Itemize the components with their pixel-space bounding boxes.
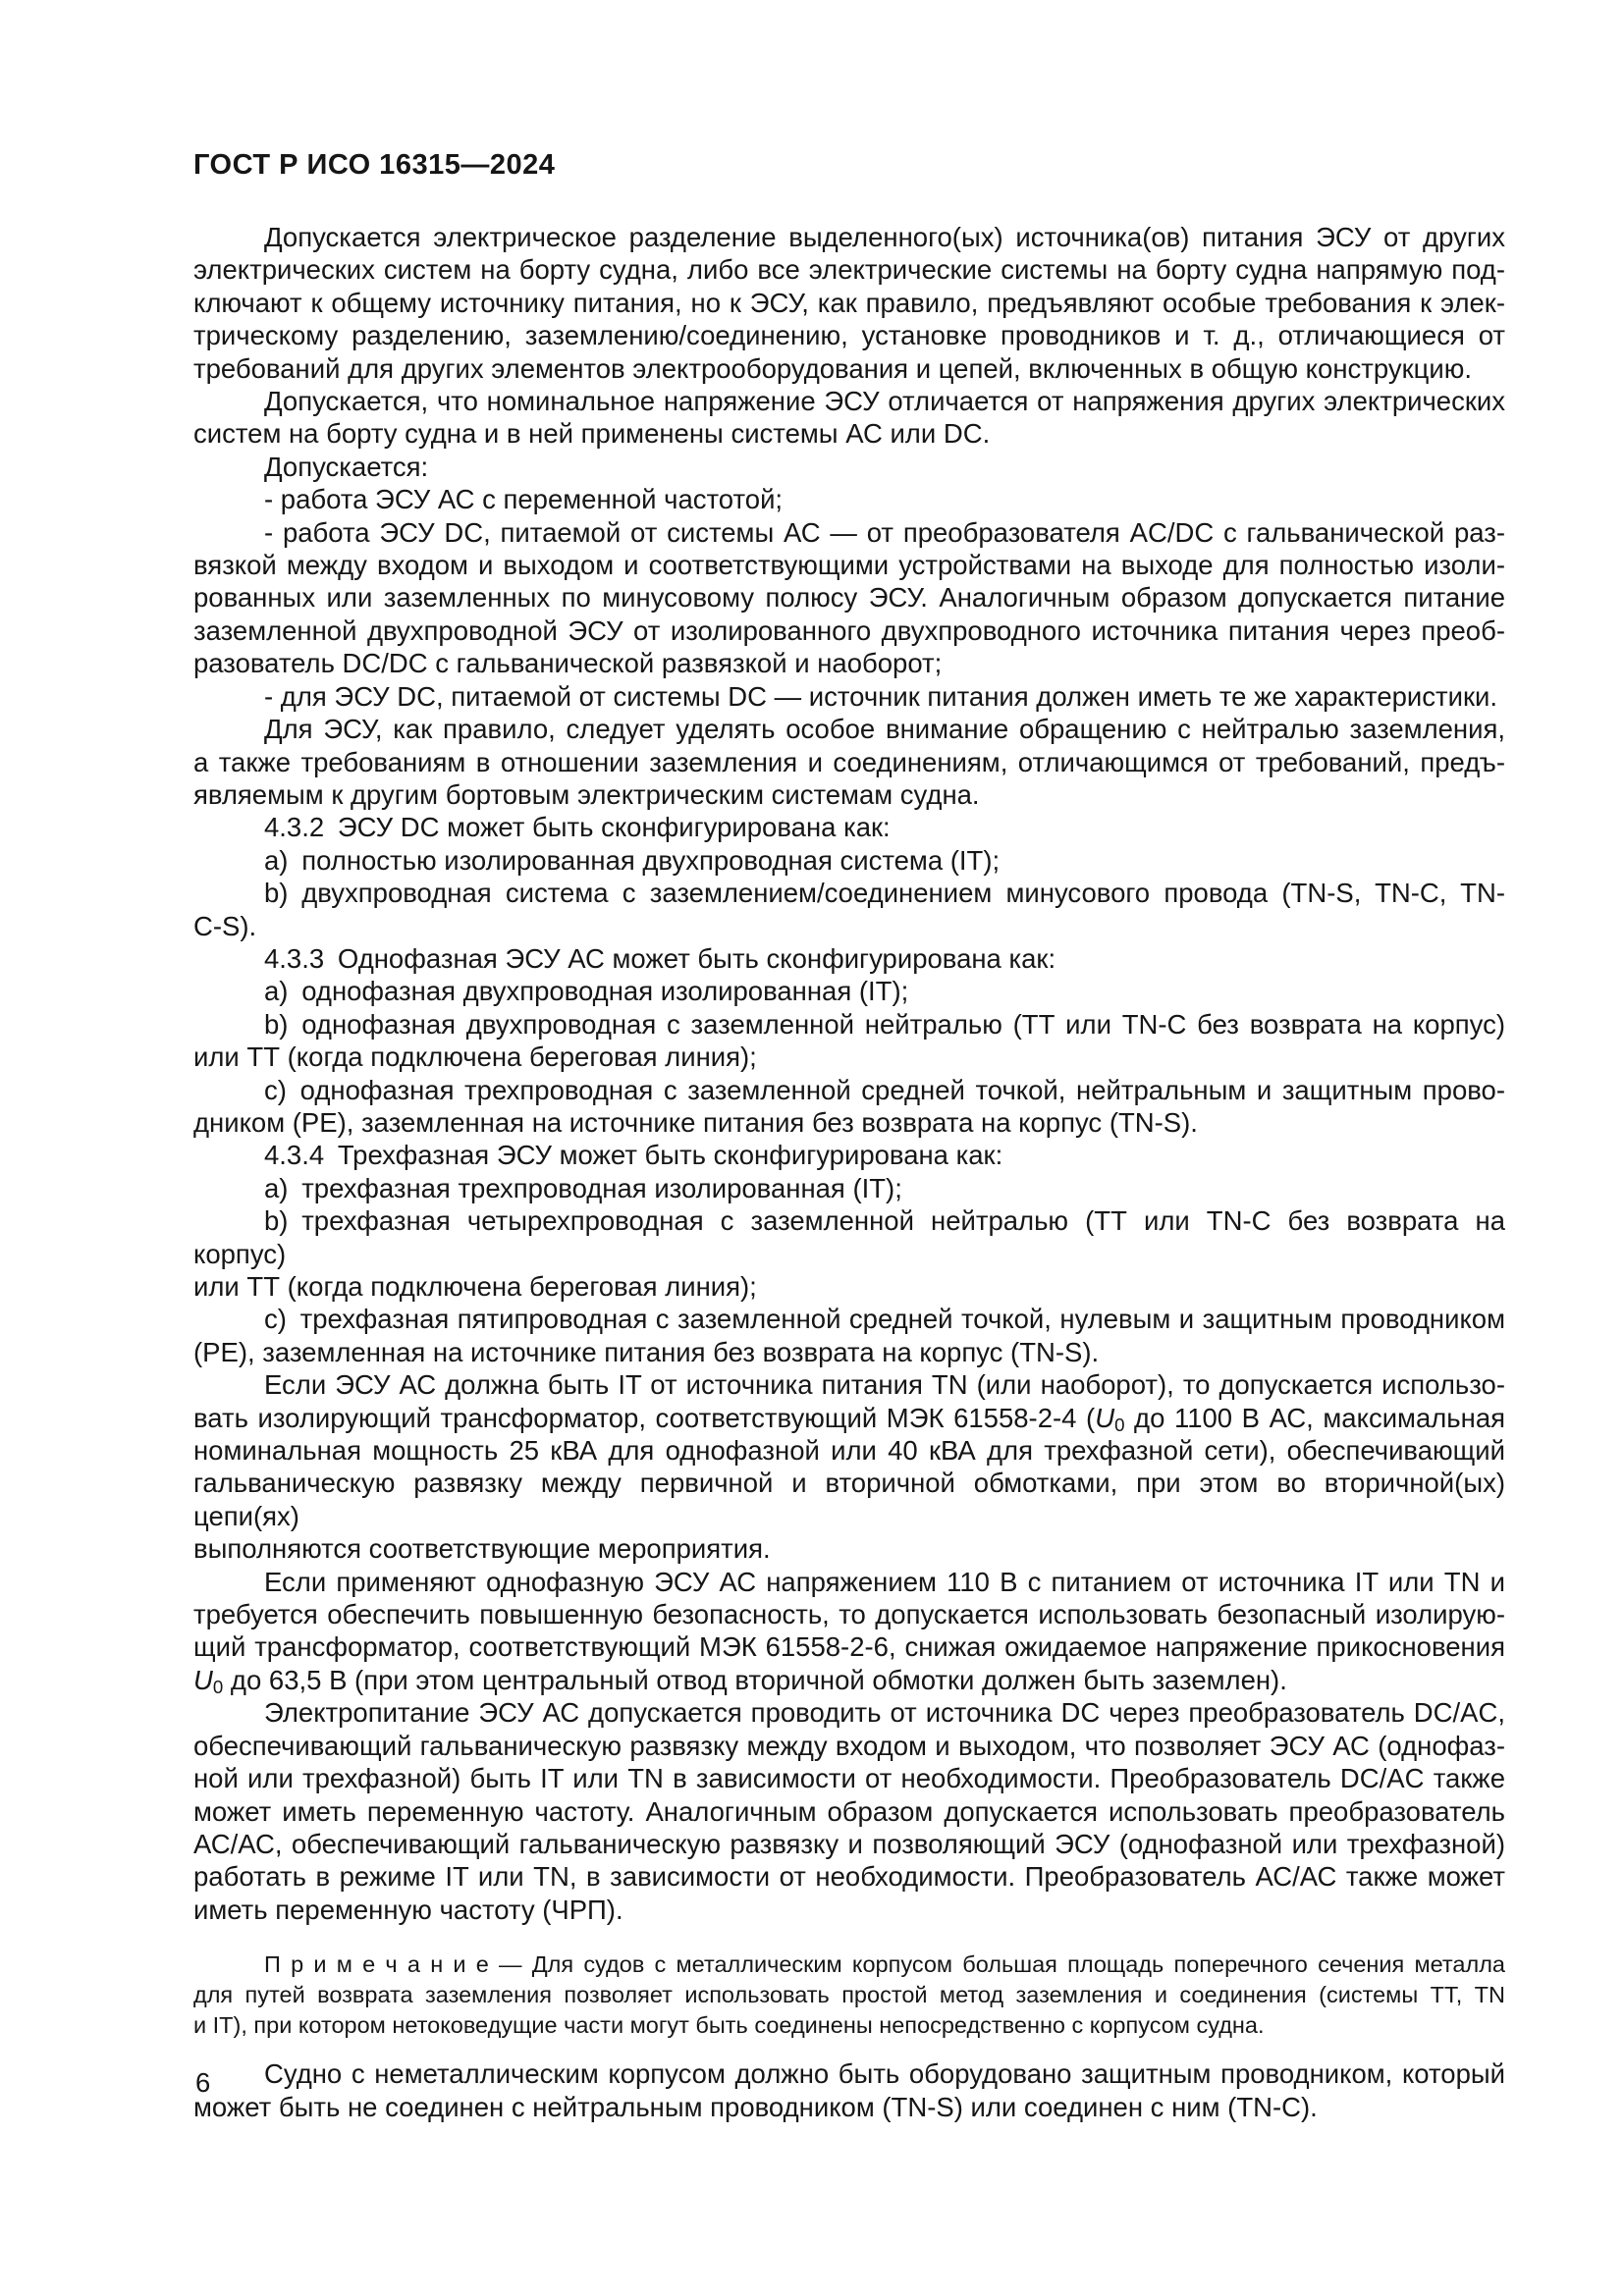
text-line: иметь переменную частоту (ЧРП).: [193, 1894, 623, 1925]
text-line: a) полностью изолированная двухпроводная система (IT);: [264, 844, 1001, 876]
text-line: $U_0$ до 63,5 В (при этом центральный отвод вторичной обмотки должен быть заземлен).: [193, 1664, 1287, 1697]
text-line: c) трехфазная пятипроводная с заземленной средней точкой, нулевым и защитным проводником: [264, 1304, 1505, 1335]
text-line: b) двухпроводная система с заземлением/соединением минусового провода (TN-S, TN-C, TN-: [264, 878, 1505, 909]
paragraph: [193, 1074, 1505, 1140]
text-line: заземленной двухпроводной ЭСУ от изолированного двухпроводного источника питания через преоб-: [193, 614, 1505, 646]
text-line: Электропитание ЭСУ АС допускается проводить от источника DC через преобразователь DC/AC,: [264, 1697, 1505, 1729]
paragraph: [193, 1172, 1505, 1204]
paragraph: [193, 1008, 1505, 1074]
text-line: - работа ЭСУ АС с переменной частотой;: [264, 484, 784, 515]
paragraph: [193, 451, 1505, 483]
text-line: (PE), заземленная на источнике питания без возврата на корпус (TN-S).: [193, 1336, 1100, 1367]
text-line: 4.3.2 ЭСУ DC может быть сконфигурирована как:: [264, 812, 891, 843]
text-line: П р и м е ч а н и е — Для судов с металлическим корпусом большая площадь поперечного сечения металла: [264, 1951, 1505, 1978]
page-header: ГОСТ Р ИСО 16315—2024: [193, 149, 556, 181]
text-line: ключают к общему источнику питания, но к ЭСУ, как правило, предъявляют особые требования к элек-: [193, 287, 1505, 318]
text-line: a) однофазная двухпроводная изолированная (IT);: [264, 976, 909, 1007]
text-line: 4.3.3 Однофазная ЭСУ АС может быть сконфигурирована как:: [264, 942, 1056, 974]
text-line: щий трансформатор, соответствующий МЭК 61558-2-6, снижая ожидаемое напряжение прикосновения: [193, 1631, 1505, 1663]
paragraph: [193, 1139, 1505, 1171]
text-line: Если ЭСУ АС должна быть IT от источника питания TN (или наоборот), то допускается использо-: [264, 1369, 1505, 1401]
text-line: 4.3.4 Трехфазная ЭСУ может быть сконфигурирована как:: [264, 1140, 1003, 1171]
paragraph: [193, 2057, 1505, 2123]
paragraph: [193, 221, 1505, 385]
text-line: АС/АС, обеспечивающий гальваническую развязку и позволяющий ЭСУ (однофазной или трехфазной): [193, 1828, 1505, 1859]
text-line: - для ЭСУ DC, питаемой от системы DC — источник питания должен иметь те же характеристики.: [264, 680, 1498, 712]
text-line: гальваническую развязку между первичной и вторичной обмотками, при этом во вторичной(ых) цепи(ях): [193, 1468, 1505, 1531]
text-line: дником (PE), заземленная на источнике питания без возврата на корпус (TN-S).: [193, 1106, 1198, 1138]
text-line: выполняются соответствующие мероприятия.: [193, 1533, 771, 1565]
text-line: вязкой между входом и выходом и соответствующими устройствами на выходе для полностью изоли-: [193, 550, 1505, 581]
text-line: ной или трехфазной) быть IT или TN в зависимости от необходимости. Преобразователь DC/AC также: [193, 1763, 1505, 1794]
paragraph: [193, 385, 1505, 451]
text-line: Для ЭСУ, как правило, следует уделять особое внимание обращению с нейтралью заземления,: [264, 714, 1505, 745]
text-line: рованных или заземленных по минусовому полюсу ЭСУ. Аналогичным образом допускается питание: [193, 582, 1505, 614]
paragraph: [193, 1696, 1505, 1926]
text-line: b) однофазная двухпроводная с заземленной нейтралью (ТТ или TN-C без возврата на корпус): [264, 1008, 1505, 1040]
text-line: работать в режиме IT или TN, в зависимости от необходимости. Преобразователь АС/АС также может: [193, 1861, 1505, 1893]
paragraph: [193, 1204, 1505, 1303]
text-line: c) однофазная трехпроводная с заземленной средней точкой, нейтральным и защитным прово-: [264, 1074, 1505, 1105]
paragraph: [193, 483, 1505, 515]
paragraph: [193, 680, 1505, 713]
paragraph: [193, 1303, 1505, 1368]
paragraph: [193, 942, 1505, 975]
text-line: или ТТ (когда подключена береговая линия);: [193, 1041, 757, 1073]
paragraph: [193, 811, 1505, 843]
text-line: для путей возврата заземления позволяет использовать простой метод заземления и соединения (системы ТТ, TN: [193, 1982, 1505, 2008]
paragraph: [193, 713, 1505, 811]
text-line: трическому разделению, заземлению/соединению, установке проводников и т. д., отличающиеся от: [193, 320, 1505, 351]
text-line: Судно с неметаллическим корпусом должно быть оборудовано защитным проводником, который: [264, 2058, 1505, 2090]
text-line: a) трехфазная трехпроводная изолированная (IT);: [264, 1172, 902, 1203]
text-line: номинальная мощность 25 кВА для однофазной или 40 кВА для трехфазной сети), обеспечивающий: [193, 1435, 1505, 1467]
paragraph: [193, 877, 1505, 942]
document-body: [193, 221, 1505, 2123]
page-number: 6: [195, 2067, 211, 2098]
paragraph: [193, 516, 1505, 680]
text-line: электрических систем на борту судна, либо все электрические системы на борту судна напрямую под-: [193, 254, 1505, 286]
text-line: а также требованиям в отношении заземления и соединениям, отличающимся от требований, предъ-: [193, 746, 1505, 777]
paragraph: [193, 1368, 1505, 1565]
text-line: разователь DC/DC с гальванической развязкой и наоборот;: [193, 648, 943, 679]
paragraph: [193, 844, 1505, 877]
text-line: вать изолирующий трансформатор, соответствующий МЭК 61558-2-4 ($U_0$ до 1100 В АС, максимальная: [193, 1402, 1505, 1435]
paragraph: [193, 1566, 1505, 1697]
text-line: может иметь переменную частоту. Аналогичным образом допускается использовать преобразователь: [193, 1795, 1505, 1827]
text-line: обеспечивающий гальваническую развязку между входом и выходом, что позволяет ЭСУ АС (однофаз-: [193, 1730, 1505, 1761]
paragraph: [193, 975, 1505, 1007]
text-line: b) трехфазная четырехпроводная с заземленной нейтралью (ТТ или TN-C без возврата на корпус): [193, 1205, 1505, 1269]
text-line: Допускается электрическое разделение выделенного(ых) источника(ов) питания ЭСУ от других: [264, 222, 1505, 252]
text-line: - работа ЭСУ DC, питаемой от системы АС — от преобразователя AC/DC с гальванической раз-: [264, 516, 1505, 548]
text-line: Если применяют однофазную ЭСУ АС напряжением 110 В с питанием от источника IT или TN и: [264, 1566, 1505, 1597]
note-block: [193, 1949, 1505, 2041]
text-line: требований для других элементов электрооборудования и цепей, включенных в общую конструкцию.: [193, 352, 1472, 384]
text-line: Допускается, что номинальное напряжение ЭСУ отличается от напряжения других электрических: [264, 386, 1505, 417]
text-line: систем на борту судна и в ней применены системы АС или DC.: [193, 418, 991, 450]
text-line: требуется обеспечить повышенную безопасность, то допускается использовать безопасный изолирую-: [193, 1599, 1505, 1630]
text-line: Допускается:: [264, 451, 429, 482]
text-line: являемым к другим бортовым электрическим системам судна.: [193, 778, 980, 810]
text-line: или ТТ (когда подключена береговая линия);: [193, 1271, 757, 1302]
text-line: может быть не соединен с нейтральным проводником (TN-S) или соединен с ним (TN-C).: [193, 2091, 1318, 2122]
text-line: и IT), при котором нетоковедущие части могут быть соединены непосредственно с корпусом судна.: [193, 2012, 1265, 2039]
text-line: C-S).: [193, 910, 257, 941]
